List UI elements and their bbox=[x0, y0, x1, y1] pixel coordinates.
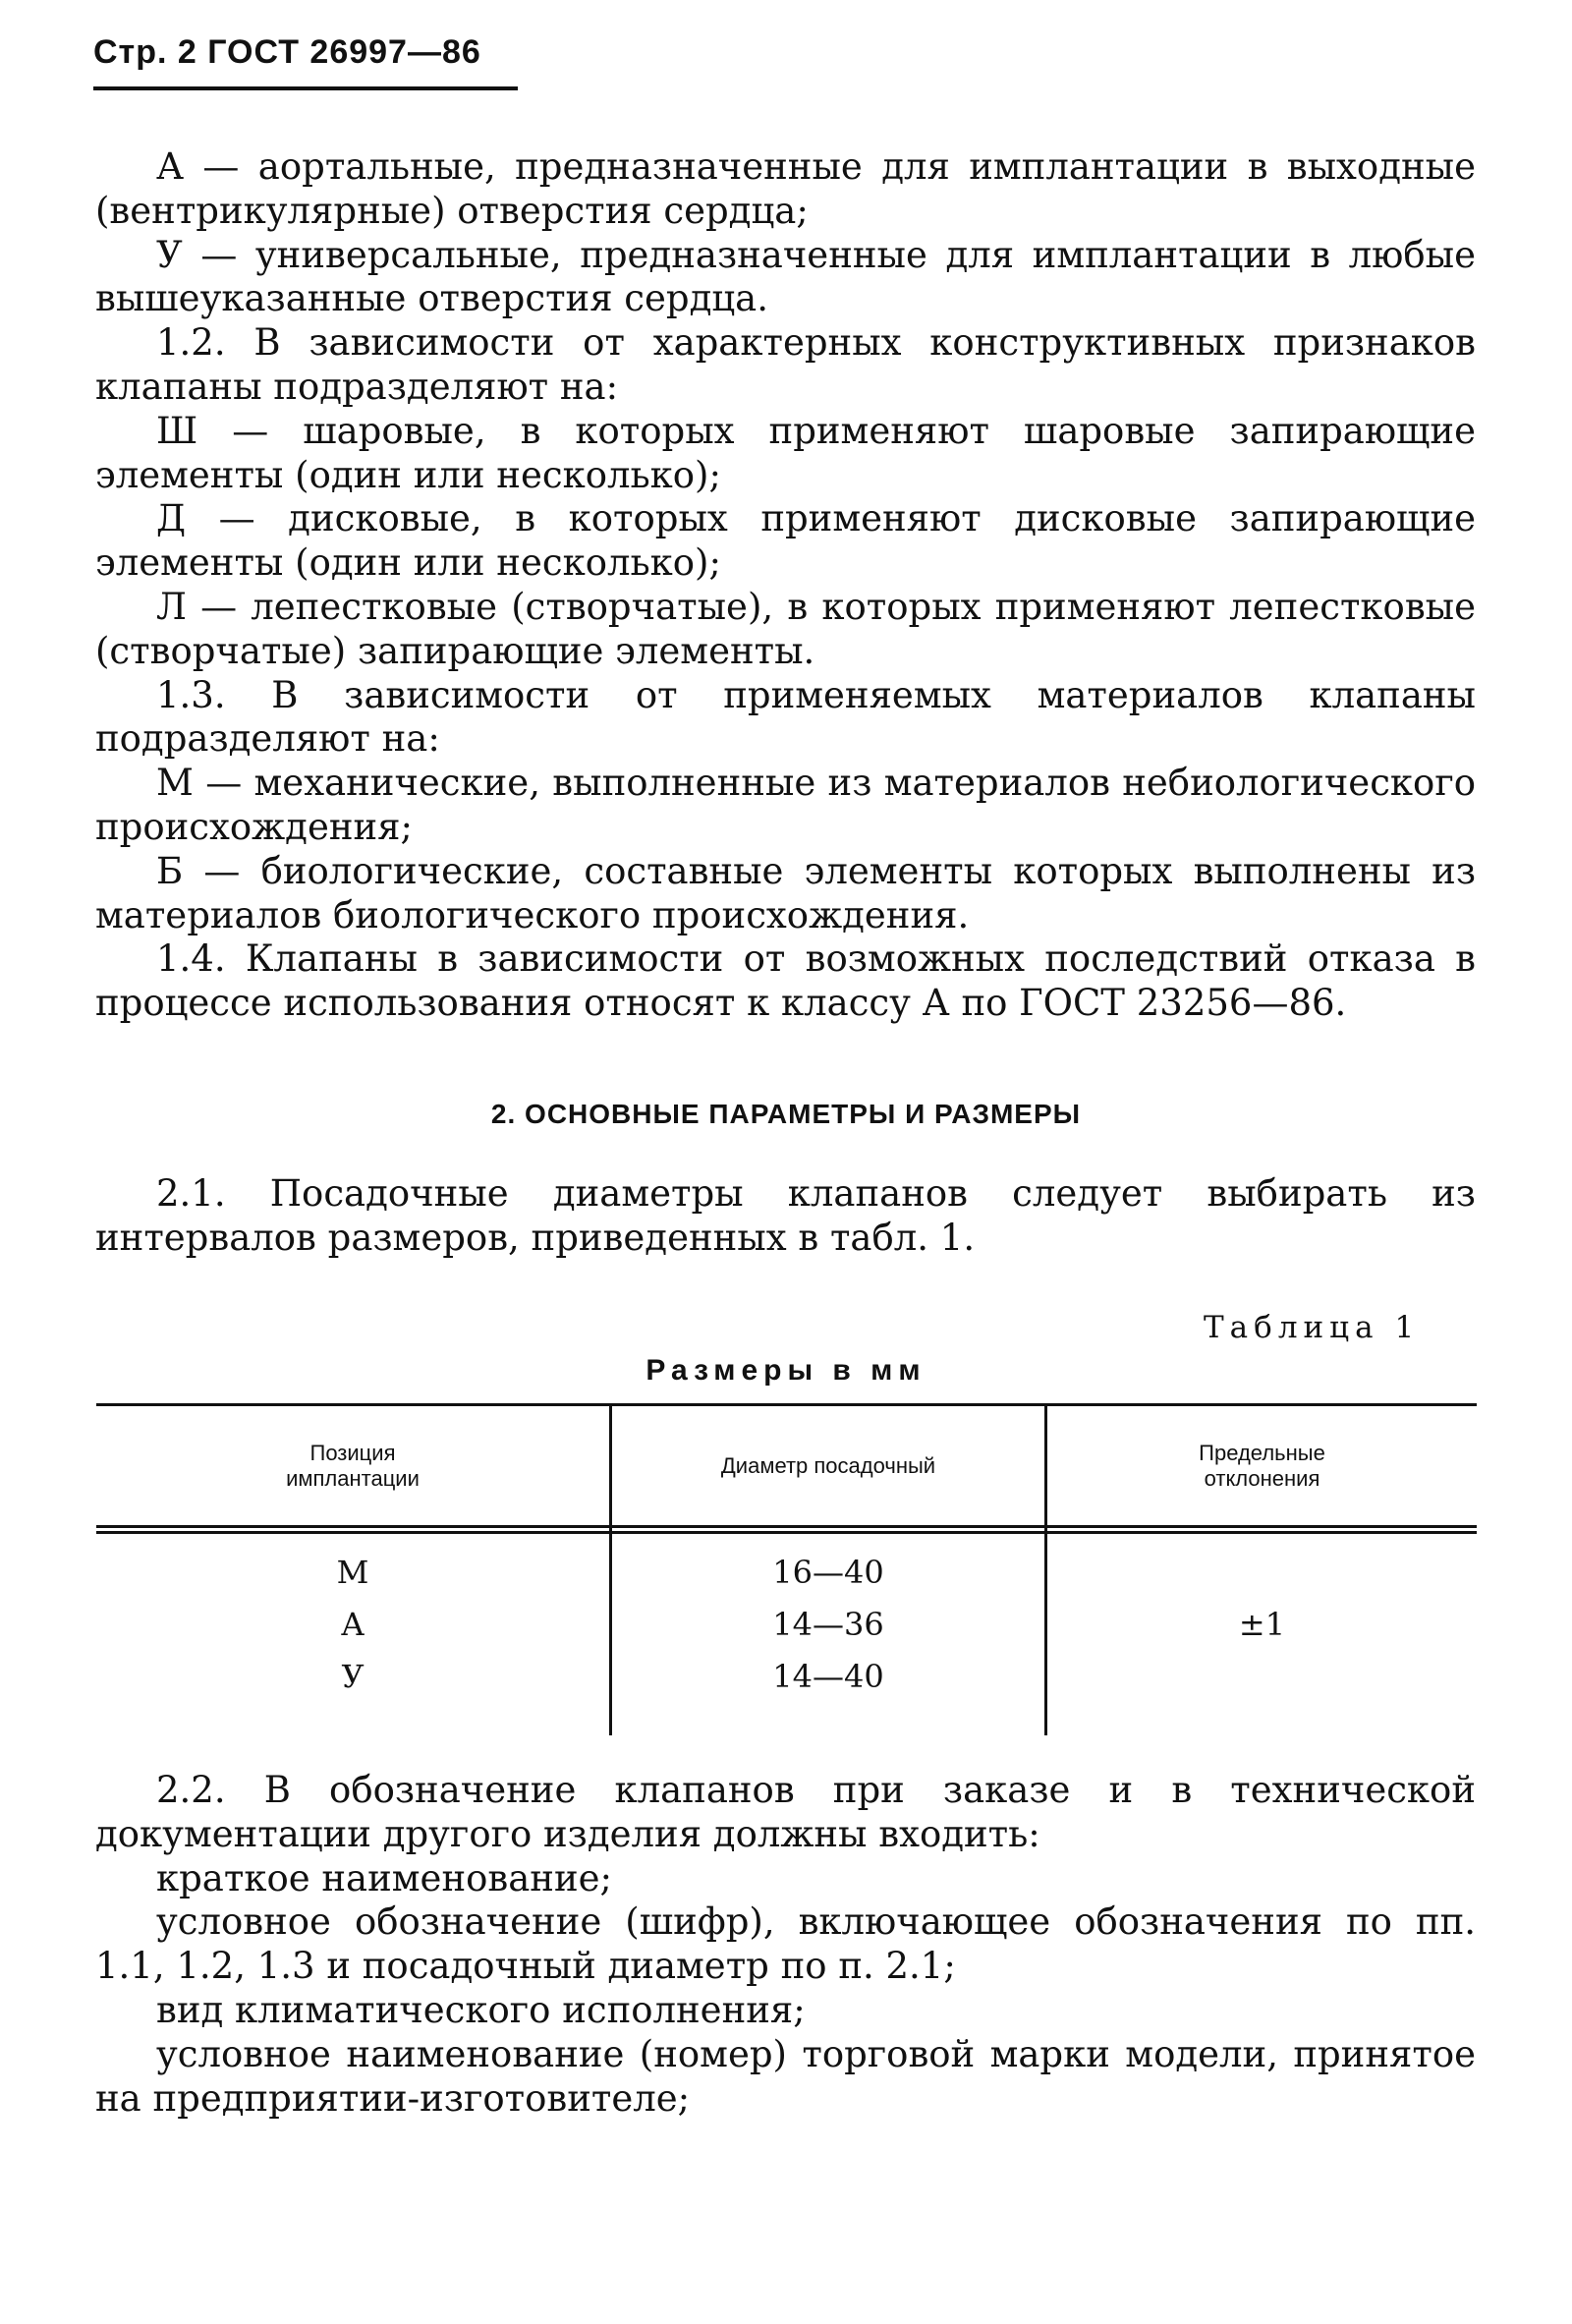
position-cell: М bbox=[336, 1554, 369, 1591]
table-header-rule bbox=[96, 1531, 1477, 1534]
paragraph: Д — дисковые, в которых применяют дисковые запирающие элементы (один или несколько); bbox=[95, 497, 1476, 585]
paragraph: краткое наименование; bbox=[156, 1856, 612, 1899]
paragraph: А — аортальные, предназначенные для имплантации в выходные (вентрикулярные) отверстия сердца; bbox=[95, 145, 1476, 232]
page-header: Стр. 2 ГОСТ 26997—86 bbox=[93, 33, 481, 71]
table-row bbox=[612, 1547, 1044, 1703]
paragraph: У — универсальные, предназначенные для имплантации в любые вышеуказанные отверстия сердца. bbox=[95, 233, 1476, 320]
tolerance-cell: ±1 bbox=[1238, 1606, 1286, 1643]
table-header-rule bbox=[96, 1525, 1477, 1528]
diameter-cell: 16—40 bbox=[772, 1554, 884, 1591]
table-header-cell bbox=[612, 1406, 1044, 1525]
paragraph: Л — лепестковые (створчатые), в которых применяют лепестковые (створчатые) запирающие элементы. bbox=[95, 585, 1476, 672]
header-diameter: Диаметр посадочный bbox=[720, 1452, 936, 1478]
table-units: Размеры в мм bbox=[646, 1354, 926, 1387]
section-2-2-text bbox=[95, 1769, 1476, 2121]
section-1-text bbox=[95, 145, 1476, 1026]
table-header-cell bbox=[1047, 1406, 1477, 1525]
position-cell: У bbox=[341, 1658, 365, 1695]
header-position: Позиция имплантации bbox=[286, 1440, 420, 1491]
paragraph: 1.4. Клапаны в зависимости от возможных последствий отказа в процессе использования относят к классу А по ГОСТ 23256—86. bbox=[95, 937, 1476, 1025]
paragraph: М — механические, выполненные из материалов небиологического происхождения; bbox=[95, 762, 1476, 848]
paragraph: условное наименование (номер) торговой марки модели, принятое на предприятии-изготовителе; bbox=[95, 2032, 1476, 2120]
paragraph: условное обозначение (шифр), включающее обозначения по пп. 1.1, 1.2, 1.3 и посадочный диаметр по п. 2.1; bbox=[95, 1900, 1476, 1988]
paragraph: 2.2. В обозначение клапанов при заказе и в технической документации другого изделия должны входить: bbox=[95, 1769, 1476, 1855]
paragraph: Б — биологические, составные элементы которых выполнены из материалов биологического происхождения. bbox=[95, 849, 1476, 936]
dimensions-table bbox=[96, 1403, 1477, 1739]
paragraph: 1.3. В зависимости от применяемых материалов клапаны подразделяют на: bbox=[95, 673, 1476, 761]
paragraph: 2.1. Посадочные диаметры клапанов следует выбирать из интервалов размеров, приведенных в табл. 1. bbox=[95, 1172, 1476, 1259]
table-caption: Таблица 1 bbox=[1204, 1310, 1421, 1345]
position-cell: А bbox=[340, 1606, 365, 1643]
paragraph: вид климатического исполнения; bbox=[156, 1988, 806, 2031]
header-tolerance: Предельные отклонения bbox=[1199, 1440, 1325, 1491]
header-underline bbox=[93, 86, 518, 90]
table-row bbox=[96, 1547, 609, 1703]
paragraph: Ш — шаровые, в которых применяют шаровые запирающие элементы (один или несколько); bbox=[95, 409, 1476, 496]
paragraph: 1.2. В зависимости от характерных конструктивных признаков клапаны подразделяют на: bbox=[95, 321, 1476, 408]
section-2-heading: 2. ОСНОВНЫЕ ПАРАМЕТРЫ И РАЗМЕРЫ bbox=[490, 1099, 1082, 1129]
diameter-cell: 14—36 bbox=[772, 1606, 884, 1643]
diameter-cell: 14—40 bbox=[772, 1658, 884, 1695]
section-2-text bbox=[95, 1172, 1476, 1261]
table-header-cell bbox=[96, 1406, 609, 1525]
